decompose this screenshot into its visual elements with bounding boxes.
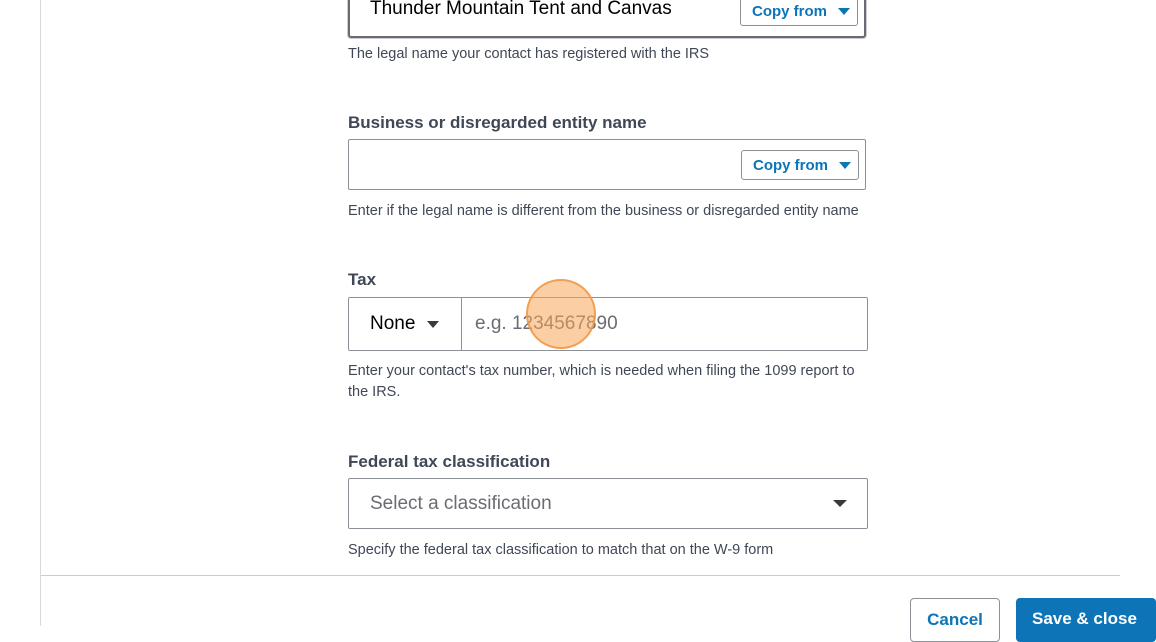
tax-number-input[interactable]: [462, 298, 867, 350]
tax-type-dropdown[interactable]: [349, 298, 462, 350]
tax-helper-line-1: Enter your contact's tax number, which is needed when filing the 1099 report to: [348, 363, 855, 379]
save-label: Save & close: [1032, 609, 1137, 628]
panel-footer: [41, 575, 1137, 629]
chevron-down-icon: [427, 321, 439, 328]
save-and-close-button[interactable]: [1016, 598, 1156, 642]
federal-tax-classification-helper: Specify the federal tax classification to match that on the W-9 form: [348, 542, 774, 558]
tax-helper-line-2: the IRS.: [348, 384, 401, 400]
tax-label: Tax: [348, 270, 377, 289]
legal-name-helper: The legal name your contact has registered with the IRS: [348, 46, 710, 62]
tax-type-value: None: [370, 313, 416, 334]
business-name-field[interactable]: [348, 139, 866, 190]
classification-placeholder: Select a classification: [370, 492, 552, 514]
business-name-copy-from-button[interactable]: [741, 150, 859, 180]
business-name-helper: Enter if the legal name is different from the business or disregarded entity name: [348, 203, 859, 219]
federal-tax-classification-select[interactable]: [348, 478, 868, 529]
cancel-button[interactable]: [910, 598, 1000, 642]
chevron-down-icon: [839, 162, 851, 169]
panel-left-border: [40, 0, 41, 626]
tax-helper: [348, 361, 855, 403]
tax-number-group: [348, 297, 868, 351]
business-name-label: Business or disregarded entity name: [348, 113, 647, 132]
chevron-down-icon: [838, 8, 850, 15]
legal-name-copy-from-button[interactable]: [740, 0, 858, 26]
copy-from-label: Copy from: [753, 156, 828, 174]
legal-name-field[interactable]: [348, 0, 866, 38]
federal-tax-classification-label: Federal tax classification: [348, 452, 551, 471]
copy-from-label: Copy from: [752, 2, 827, 20]
legal-name-value: Thunder Mountain Tent and Canvas: [370, 0, 672, 19]
cancel-label: Cancel: [927, 610, 983, 629]
chevron-down-icon: [833, 500, 847, 507]
